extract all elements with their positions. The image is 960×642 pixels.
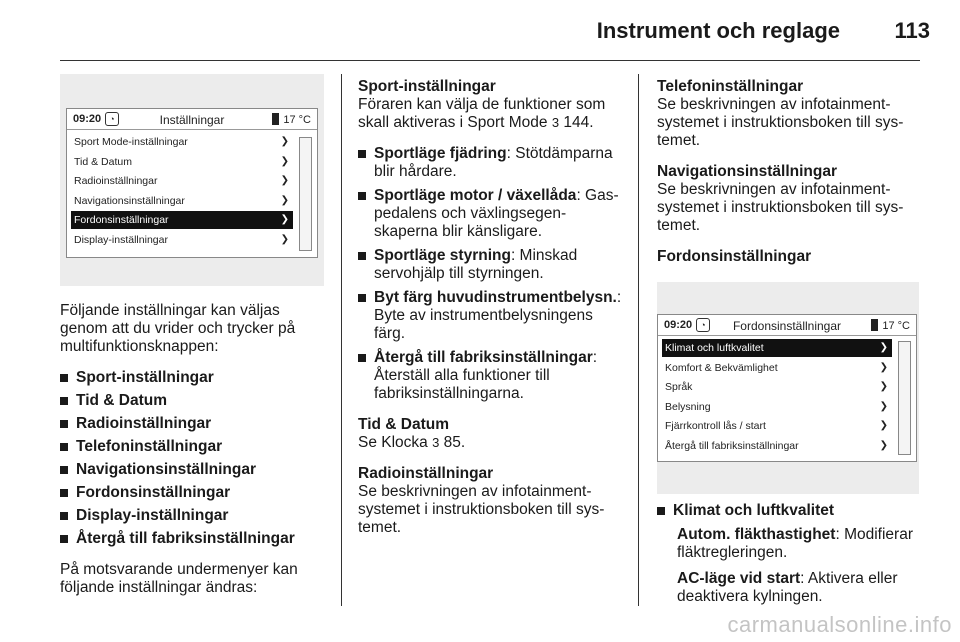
nav-text: Se beskrivningen av infotainmentsystemet i instruktionsboken till systemet.	[657, 181, 904, 234]
column-2	[358, 78, 624, 550]
sport-heading: Sport-inställningar	[358, 78, 496, 95]
page-number: 113	[894, 18, 930, 43]
menu-row[interactable]	[662, 339, 892, 357]
menu-row-label: Språk	[665, 381, 693, 393]
menu-row[interactable]	[662, 378, 892, 396]
menu-row[interactable]	[662, 417, 892, 435]
sport-options-list	[358, 145, 624, 403]
vehicle-section	[657, 248, 923, 266]
column-1	[60, 302, 322, 610]
column-divider-2	[638, 74, 639, 606]
outro-paragraph: På motsvarande undermenyer kan följande inställningar ändras:	[60, 561, 298, 596]
radio-section	[358, 465, 624, 537]
menu-row-label: Radioinställningar	[74, 175, 158, 187]
chevron-right-icon: ❯	[280, 136, 289, 147]
menu-row[interactable]	[71, 133, 293, 151]
climate-sub-options	[677, 526, 923, 606]
settings-list-item: Sport-inställningar	[60, 369, 322, 387]
menu-row-label: Tid & Datum	[74, 155, 132, 168]
phone-heading: Telefoninställningar	[657, 78, 804, 95]
intro-paragraph: Följande inställningar kan väljas genom att du vrider och trycker på multifunktionsknappen:	[60, 302, 296, 355]
page-ref-icon: 3	[432, 435, 440, 450]
menu-row-label: Display-inställningar	[74, 233, 168, 246]
nav-section	[657, 163, 923, 235]
option-term: Sportläge styrning	[374, 247, 511, 264]
menu-row[interactable]	[71, 231, 293, 249]
settings-list-item: Telefoninställningar	[60, 438, 322, 456]
screen-scrollbar	[299, 137, 312, 251]
menu-row-label: Belysning	[665, 400, 711, 413]
chevron-right-icon: ❯	[280, 194, 289, 206]
screen-time: 09:20	[664, 319, 693, 331]
menu-row-label: Återgå till fabriksinställningar	[665, 439, 799, 452]
chevron-right-icon: ❯	[879, 439, 888, 451]
option-text: : Modifierar fläktregleringen.	[677, 526, 913, 561]
thermometer-icon	[272, 113, 279, 125]
settings-list-item: Display-inställningar	[60, 507, 322, 525]
radio-text: Se beskrivningen av infotainmentsystemet i instruktionsboken till systemet.	[358, 483, 605, 536]
option-text: : Aktivera eller deaktivera kylningen.	[677, 570, 898, 605]
radio-heading: Radioinställningar	[358, 465, 494, 482]
option-term: Byt färg huvudinstrumentbelysn.	[374, 289, 617, 306]
menu-row[interactable]	[71, 211, 293, 229]
clock-icon: ◔	[105, 112, 119, 126]
page-ref-icon: 3	[551, 115, 560, 130]
climate-sub-item	[677, 570, 923, 606]
option-term: Återgå till fabriksinställningar	[374, 349, 593, 366]
option-term: Sportläge fjädring	[374, 145, 507, 162]
sport-text: Föraren kan välja de funktioner som skall aktiveras i Sport Mode	[358, 96, 606, 131]
sport-option-item	[358, 289, 624, 343]
screen-header	[67, 109, 317, 130]
menu-row-label: Komfort & Bekvämlighet	[665, 361, 778, 374]
climate-item: Klimat och luftkvalitet	[657, 502, 923, 520]
vehicle-settings-screen-figure	[657, 282, 919, 494]
sport-option-item	[358, 247, 624, 283]
menu-row[interactable]	[71, 172, 293, 190]
menu-row[interactable]	[71, 192, 293, 210]
option-text: : Återställ alla funktioner till fabriksinställningarna.	[374, 349, 598, 402]
sport-section	[358, 78, 624, 132]
phone-text: Se beskrivningen av infotainmentsystemet i instruktionsboken till systemet.	[657, 96, 904, 149]
menu-row[interactable]	[71, 153, 293, 171]
settings-list-item: Navigationsinställningar	[60, 461, 322, 479]
option-term: AC-läge vid start	[677, 570, 801, 587]
option-text: : Byte av instrumentbelysningens färg.	[374, 289, 622, 342]
menu-row-label: Klimat och luftkvalitet	[665, 342, 764, 354]
chevron-right-icon: ❯	[879, 342, 888, 353]
settings-list-item: Radioinställningar	[60, 415, 322, 433]
settings-screen	[66, 108, 318, 258]
screen-time: 09:20	[73, 113, 102, 125]
menu-row[interactable]	[662, 437, 892, 455]
sport-ref: 144.	[563, 114, 594, 131]
vehicle-options-list	[657, 502, 923, 520]
menu-row-label: Sport Mode-inställningar	[74, 136, 188, 148]
screen-temperature	[272, 113, 311, 126]
climate-sub-item	[677, 526, 923, 562]
menu-row-label: Fordonsinställningar	[74, 214, 169, 226]
watermark: carmanualsonline.info	[727, 612, 952, 637]
screen-scrollbar	[898, 341, 911, 455]
option-text: : Minskad servohjälp till styrningen.	[374, 247, 578, 282]
time-text: Se Klocka	[358, 434, 428, 451]
chevron-right-icon: ❯	[280, 155, 289, 167]
menu-row-label: Fjärrkontroll lås / start	[665, 420, 766, 432]
chevron-right-icon: ❯	[879, 420, 888, 431]
vehicle-settings-screen	[657, 314, 917, 462]
header-rule	[60, 60, 920, 61]
screen-temperature-value: 17 °C	[283, 114, 311, 126]
menu-row-label: Navigationsinställningar	[74, 194, 185, 207]
chevron-right-icon: ❯	[879, 381, 888, 392]
sport-option-item	[358, 145, 624, 181]
page-header-title: Instrument och reglage	[596, 18, 840, 43]
chevron-right-icon: ❯	[879, 361, 888, 373]
sport-option-item	[358, 187, 624, 241]
option-text: : Stötdämparna blir hårdare.	[374, 145, 613, 180]
vehicle-heading: Fordonsinställningar	[657, 248, 812, 265]
option-text: : Gaspedalens och växlingsegenskaperna blir känsligare.	[374, 187, 619, 240]
settings-list-item: Fordonsinställningar	[60, 484, 322, 502]
time-section	[358, 416, 624, 452]
column-3	[657, 78, 923, 279]
settings-list-item: Återgå till fabriksinställningar	[60, 530, 322, 548]
chevron-right-icon: ❯	[879, 400, 888, 412]
menu-row[interactable]	[662, 398, 892, 416]
sport-option-item	[358, 349, 624, 403]
option-term: Sportläge motor / växellåda	[374, 187, 577, 204]
screen-temperature	[871, 319, 910, 332]
column-3-lower	[657, 502, 923, 614]
thermometer-icon	[871, 319, 878, 331]
screen-title: Inställningar	[159, 113, 225, 127]
column-divider-1	[341, 74, 342, 606]
screen-header	[658, 315, 916, 336]
phone-section	[657, 78, 923, 150]
chevron-right-icon: ❯	[280, 214, 289, 225]
time-heading: Tid & Datum	[358, 416, 449, 433]
option-term: Autom. fläkthastighet	[677, 526, 836, 543]
menu-row[interactable]	[662, 359, 892, 377]
settings-list-item: Tid & Datum	[60, 392, 322, 410]
screen-temperature-value: 17 °C	[882, 320, 910, 332]
time-ref: 85.	[443, 434, 466, 451]
nav-heading: Navigationsinställningar	[657, 163, 838, 180]
chevron-right-icon: ❯	[280, 233, 289, 245]
settings-list	[60, 369, 322, 548]
chevron-right-icon: ❯	[280, 175, 289, 186]
settings-screen-figure	[60, 74, 324, 286]
clock-icon: ◔	[696, 318, 710, 332]
screen-title: Fordonsinställningar	[732, 319, 842, 333]
